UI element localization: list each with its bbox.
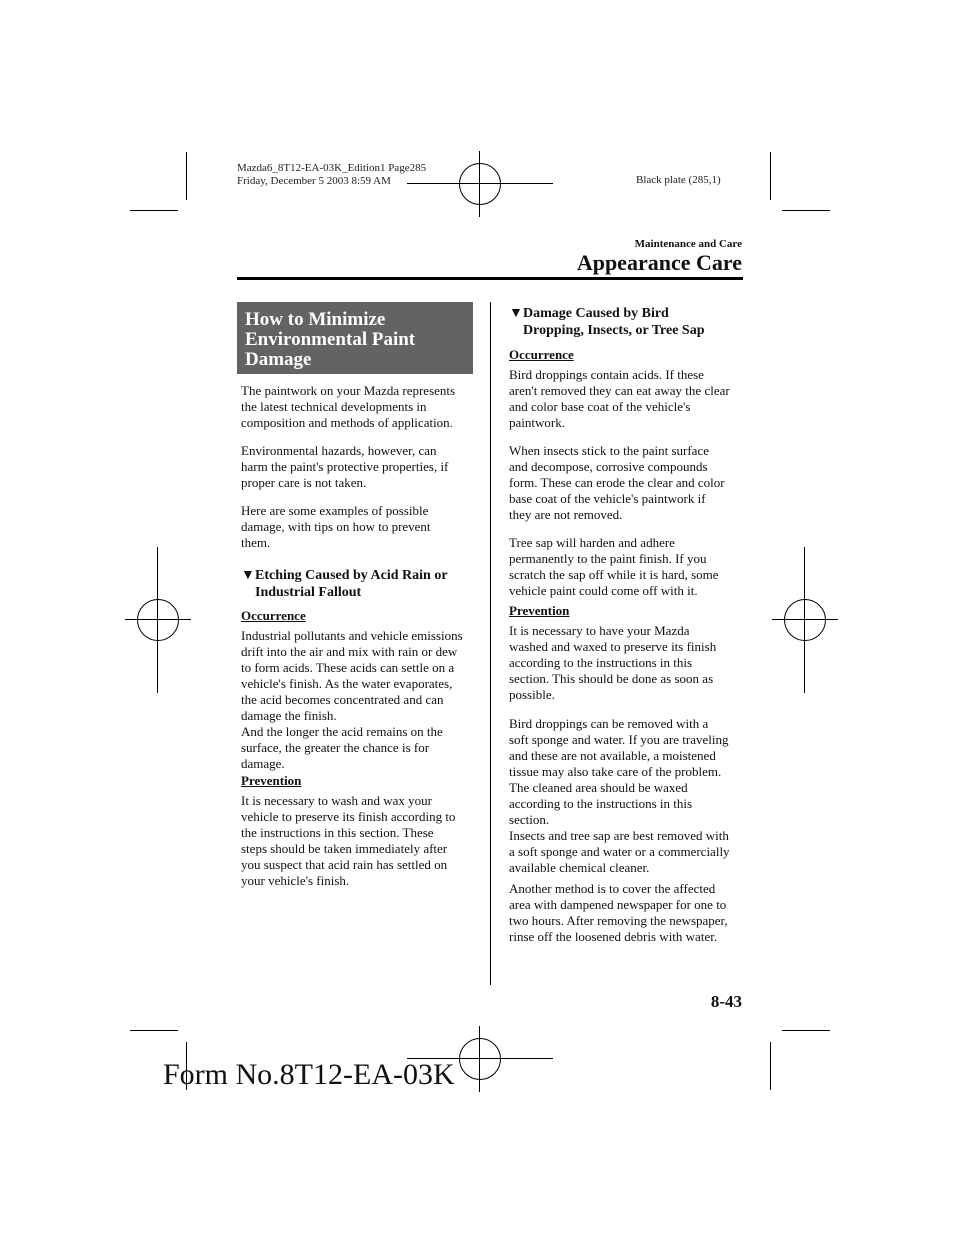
crop-mark: [130, 210, 178, 211]
text-line: available chemical cleaner.: [509, 860, 650, 875]
text-line: according to the instructions in this: [509, 796, 693, 811]
text-line: When insects stick to the paint surface: [509, 443, 709, 458]
intro-paragraph: [241, 383, 455, 431]
text-line: them.: [241, 535, 271, 550]
text-line: vehicle paint could come off with it.: [509, 583, 698, 598]
text-line: a soft sponge and water or a commercially: [509, 844, 730, 859]
crop-mark: [770, 1042, 771, 1090]
text-line: and these are not available, a moistened: [509, 748, 716, 763]
text-line: aren't removed they can eat away the clear: [509, 383, 730, 398]
text-line: the instructions in this section. These: [241, 825, 434, 840]
registration-mark-left: [137, 599, 179, 641]
print-info-line: Mazda6_8T12-EA-03K_Edition1 Page285: [237, 162, 427, 174]
print-info: [237, 162, 426, 188]
chapter-title: Maintenance and Care: [634, 238, 742, 250]
text-line: section. This should be done as soon as: [509, 671, 714, 686]
occurrence-text-sap: [509, 535, 719, 599]
text-line: It is necessary to have your Mazda: [509, 623, 690, 638]
registration-mark-right: [784, 599, 826, 641]
prevention-label: Prevention: [241, 773, 302, 788]
page-number: 8-43: [710, 992, 742, 1011]
text-line: section.: [509, 812, 550, 827]
text-line: washed and waxed to preserve its finish: [509, 639, 717, 654]
occurrence-label: Occurrence: [509, 347, 574, 362]
hazard-paragraph: [241, 443, 448, 491]
text-line: Here are some examples of possible: [241, 503, 429, 518]
crop-mark: [770, 152, 771, 200]
heading-line: Etching Caused by Acid Rain or: [255, 568, 448, 583]
text-line: and decompose, corrosive compounds: [509, 459, 708, 474]
text-line: It is necessary to wash and wax your: [241, 793, 432, 808]
occurrence-text-bird: [509, 367, 730, 431]
print-info-line: Friday, December 5 2003 8:59 AM: [237, 175, 391, 187]
topic-title-box: [237, 302, 473, 374]
text-line: form. These can erode the clear and color: [509, 475, 725, 490]
crop-mark: [782, 1030, 830, 1031]
text-line: base coat of the vehicle's paintwork if: [509, 491, 706, 506]
text-line: The paintwork on your Mazda represents: [241, 383, 456, 398]
text-line: harm the paint's protective properties, if: [241, 459, 449, 474]
text-line: damage.: [241, 756, 285, 771]
examples-paragraph: [241, 503, 431, 551]
heading-line: Industrial Fallout: [255, 585, 362, 600]
crop-mark: [130, 1030, 178, 1031]
registration-mark-top: [459, 163, 501, 205]
text-line: permanently to the paint finish. If you: [509, 551, 707, 566]
text-line: Another method is to cover the affected: [509, 881, 716, 896]
topic-title-line: Damage: [245, 349, 312, 370]
text-line: paintwork.: [509, 415, 565, 430]
text-line: rinse off the loosened debris with water.: [509, 929, 718, 944]
text-line: surface, the greater the chance is for: [241, 740, 430, 755]
text-line: steps should be taken immediately after: [241, 841, 448, 856]
text-line: drift into the air and mix with rain or dew: [241, 644, 458, 659]
etching-heading: [241, 567, 448, 601]
crop-mark: [186, 152, 187, 200]
text-line: according to the instructions in this: [509, 655, 693, 670]
text-line: Tree sap will harden and adhere: [509, 535, 675, 550]
prevention-text-newspaper: [509, 881, 728, 945]
registration-mark-bottom: [459, 1038, 501, 1080]
text-line: possible.: [509, 687, 555, 702]
triangle-icon: ▼: [241, 568, 255, 583]
text-line: your vehicle's finish.: [241, 873, 350, 888]
text-line: you suspect that acid rain has settled on: [241, 857, 448, 872]
text-line: tissue may also take care of the problem.: [509, 764, 722, 779]
text-line: vehicle to preserve its finish according to: [241, 809, 456, 824]
heading-line: Dropping, Insects, or Tree Sap: [523, 323, 705, 338]
text-line: Bird droppings can be removed with a: [509, 716, 709, 731]
text-line: Insects and tree sap are best removed with: [509, 828, 729, 843]
triangle-icon: ▼: [509, 306, 523, 321]
heading-line: Damage Caused by Bird: [523, 306, 669, 321]
text-line: And the longer the acid remains on the: [241, 724, 443, 739]
text-line: proper care is not taken.: [241, 475, 367, 490]
occurrence-label: Occurrence: [241, 608, 306, 623]
topic-title-line: How to Minimize: [245, 309, 386, 330]
text-line: they are not removed.: [509, 507, 623, 522]
plate-label: Black plate (285,1): [636, 174, 721, 186]
prevention-label: Prevention: [509, 603, 570, 618]
bird-dropping-heading: [509, 305, 705, 339]
text-line: Industrial pollutants and vehicle emissions: [241, 628, 463, 643]
column-divider: [490, 302, 491, 985]
form-number: Form No.8T12-EA-03K: [163, 1058, 455, 1091]
prevention-text: [241, 793, 455, 889]
prevention-text-wash: [509, 623, 716, 703]
text-line: damage the finish.: [241, 708, 337, 723]
text-line: Bird droppings contain acids. If these: [509, 367, 704, 382]
header-rule: [237, 277, 743, 280]
text-line: to form acids. These acids can settle on a: [241, 660, 455, 675]
prevention-text-removal: [509, 716, 730, 876]
text-line: The cleaned area should be waxed: [509, 780, 688, 795]
occurrence-text-insects: [509, 443, 725, 523]
text-line: area with dampened newspaper for one to: [509, 897, 727, 912]
text-line: soft sponge and water. If you are traveling: [509, 732, 729, 747]
text-line: the latest technical developments in: [241, 399, 427, 414]
text-line: composition and methods of application.: [241, 415, 453, 430]
text-line: vehicle's finish. As the water evaporates,: [241, 676, 453, 691]
text-line: damage, with tips on how to prevent: [241, 519, 431, 534]
section-title: Appearance Care: [576, 250, 742, 275]
text-line: two hours. After removing the newspaper,: [509, 913, 728, 928]
text-line: the acid becomes concentrated and can: [241, 692, 444, 707]
topic-title-line: Environmental Paint: [245, 329, 416, 350]
text-line: scratch the sap off while it is hard, some: [509, 567, 719, 582]
crop-mark: [782, 210, 830, 211]
text-line: and color base coat of the vehicle's: [509, 399, 691, 414]
occurrence-text: [241, 628, 463, 772]
text-line: Environmental hazards, however, can: [241, 443, 437, 458]
